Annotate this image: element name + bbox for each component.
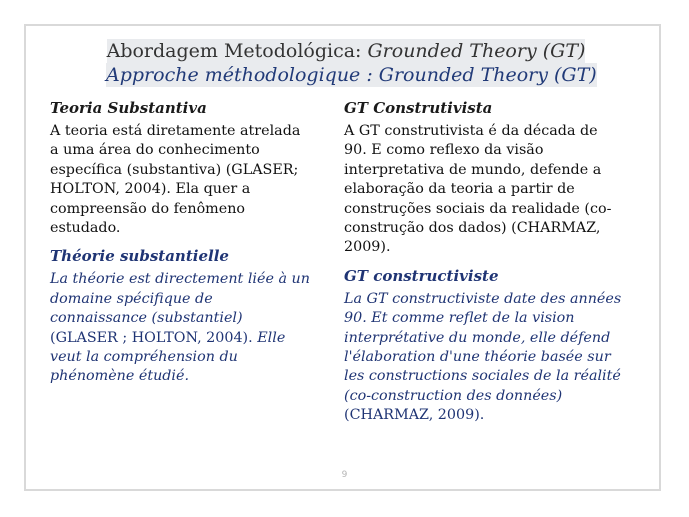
slide-title [106, 39, 597, 87]
title-pt-prefix: Abordagem Metodológica: [106, 40, 368, 62]
body-gt-construtivista: A GT construtivista é da década de 90. E como reflexo da visão interpretativa de mundo, defende a elaboração da teoria a partir de construções sociais da realidade (co-construção dos dados) (CHARMAZ, 2009). [344, 123, 612, 256]
body-gt-constructiviste [344, 290, 624, 426]
body-theorie-substantielle [50, 270, 312, 386]
title-portuguese [107, 39, 586, 63]
page-number: 9 [341, 470, 348, 480]
body-fr-citation: (GLASER ; HOLTON, 2004). [50, 329, 258, 346]
left-column [50, 98, 312, 387]
body-fr-part-2: Elle veut la compréhension du phénomène étudié. [50, 329, 286, 385]
heading-theorie-substantielle: Théorie substantielle [50, 247, 229, 266]
title-pt-emphasis: Grounded Theory (GT) [367, 40, 586, 62]
slide [24, 24, 661, 491]
heading-teoria-substantiva: Teoria Substantiva [50, 99, 207, 117]
body-teoria-substantiva: A teoria está diretamente atrelada a uma área do conhecimento específica (substantiva) (GLASER; HOLTON, 2004). Ela quer a compreensão do fenômeno estudado. [50, 123, 301, 237]
heading-gt-construtivista: GT Construtivista [344, 99, 493, 117]
title-french: Approche méthodologique : Grounded Theory (GT) [106, 64, 597, 86]
body-fr-right-part-1: La GT constructiviste date des années 90. Et comme reflet de la vision interprétative du monde, elle défend l'élaboration d'une théorie basée sur les constructions sociales de la réalité (co-construction des données) [344, 290, 622, 404]
body-fr-part-1: La théorie est directement liée à un domaine spécifique de connaissance (substantiel) [50, 271, 310, 327]
body-fr-right-citation: (CHARMAZ, 2009). [344, 407, 485, 424]
heading-gt-constructiviste: GT constructiviste [344, 266, 499, 285]
right-column [344, 98, 624, 426]
